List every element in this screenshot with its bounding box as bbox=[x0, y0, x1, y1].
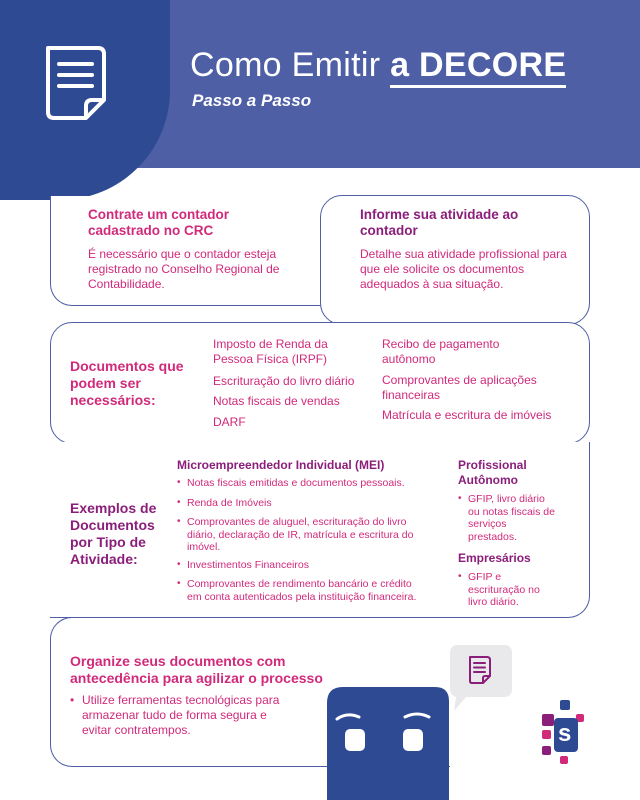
step-title: Informe sua atividade ao contador bbox=[360, 207, 519, 238]
list-item: Comprovantes de aluguel, escrituração do livro diário, declaração de IR, matrícula e escritura do imóvel. bbox=[187, 516, 414, 553]
bullet: • bbox=[177, 578, 181, 589]
list-item: Renda de Imóveis bbox=[187, 497, 272, 509]
step-title: Contrate um contador cadastrado no CRC bbox=[88, 207, 230, 238]
document-item: Comprovantes de aplicações financeiras bbox=[382, 373, 537, 402]
document-item: Escrituração do livro diário bbox=[213, 374, 355, 388]
document-item: Matrícula e escritura de imóveis bbox=[382, 408, 552, 422]
document-item: Notas fiscais de vendas bbox=[213, 394, 340, 408]
mascot-character bbox=[315, 683, 455, 800]
bullet: • bbox=[458, 571, 462, 582]
document-item: Recibo de pagamento autônomo bbox=[382, 337, 500, 366]
bullet: • bbox=[177, 497, 181, 508]
list-item: Notas fiscais emitidas e documentos pessoais. bbox=[187, 477, 405, 489]
examples-label: Exemplos de Documentos por Tipo de Atividade: bbox=[70, 500, 157, 567]
document-icon bbox=[467, 655, 493, 685]
bullet: • bbox=[177, 559, 181, 570]
bullet: • bbox=[177, 516, 181, 527]
list-item: Utilize ferramentas tecnológicas para armazenar tudo de forma segura e evitar contratempos. bbox=[82, 693, 280, 737]
bullet: • bbox=[177, 477, 181, 488]
step-body: É necessário que o contador esteja registrado no Conselho Regional de Contabilidade. bbox=[88, 247, 280, 291]
list-item: GFIP, livro diário ou notas fiscais de serviços prestados. bbox=[468, 493, 555, 543]
document-item: Imposto de Renda da Pessoa Física (IRPF) bbox=[213, 337, 328, 366]
organize-title: Organize seus documentos com antecedência para agilizar o processo bbox=[70, 653, 323, 686]
squares-logo-s: s bbox=[538, 700, 588, 764]
document-icon bbox=[42, 42, 112, 122]
page-subtitle: Passo a Passo bbox=[192, 91, 312, 110]
page-title: Como Emitir a DECORE bbox=[190, 46, 566, 85]
autonomo-title: Profissional Autônomo bbox=[458, 458, 527, 487]
documents-label: Documentos que podem ser necessários: bbox=[70, 358, 184, 408]
list-item: Comprovantes de rendimento bancário e crédito em conta autenticados pela instituição financeira. bbox=[187, 578, 417, 603]
empresarios-title: Empresários bbox=[458, 551, 531, 565]
bullet: • bbox=[70, 693, 75, 707]
mei-title: Microempreendedor Individual (MEI) bbox=[177, 458, 385, 472]
bullet: • bbox=[458, 493, 462, 504]
step-body: Detalhe sua atividade profissional para que ele solicite os documentos adequados à sua situação. bbox=[360, 247, 567, 291]
list-item: GFIP e escrituração no livro diário. bbox=[468, 571, 540, 608]
list-item: Investimentos Financeiros bbox=[187, 559, 309, 571]
document-item: DARF bbox=[213, 415, 246, 429]
